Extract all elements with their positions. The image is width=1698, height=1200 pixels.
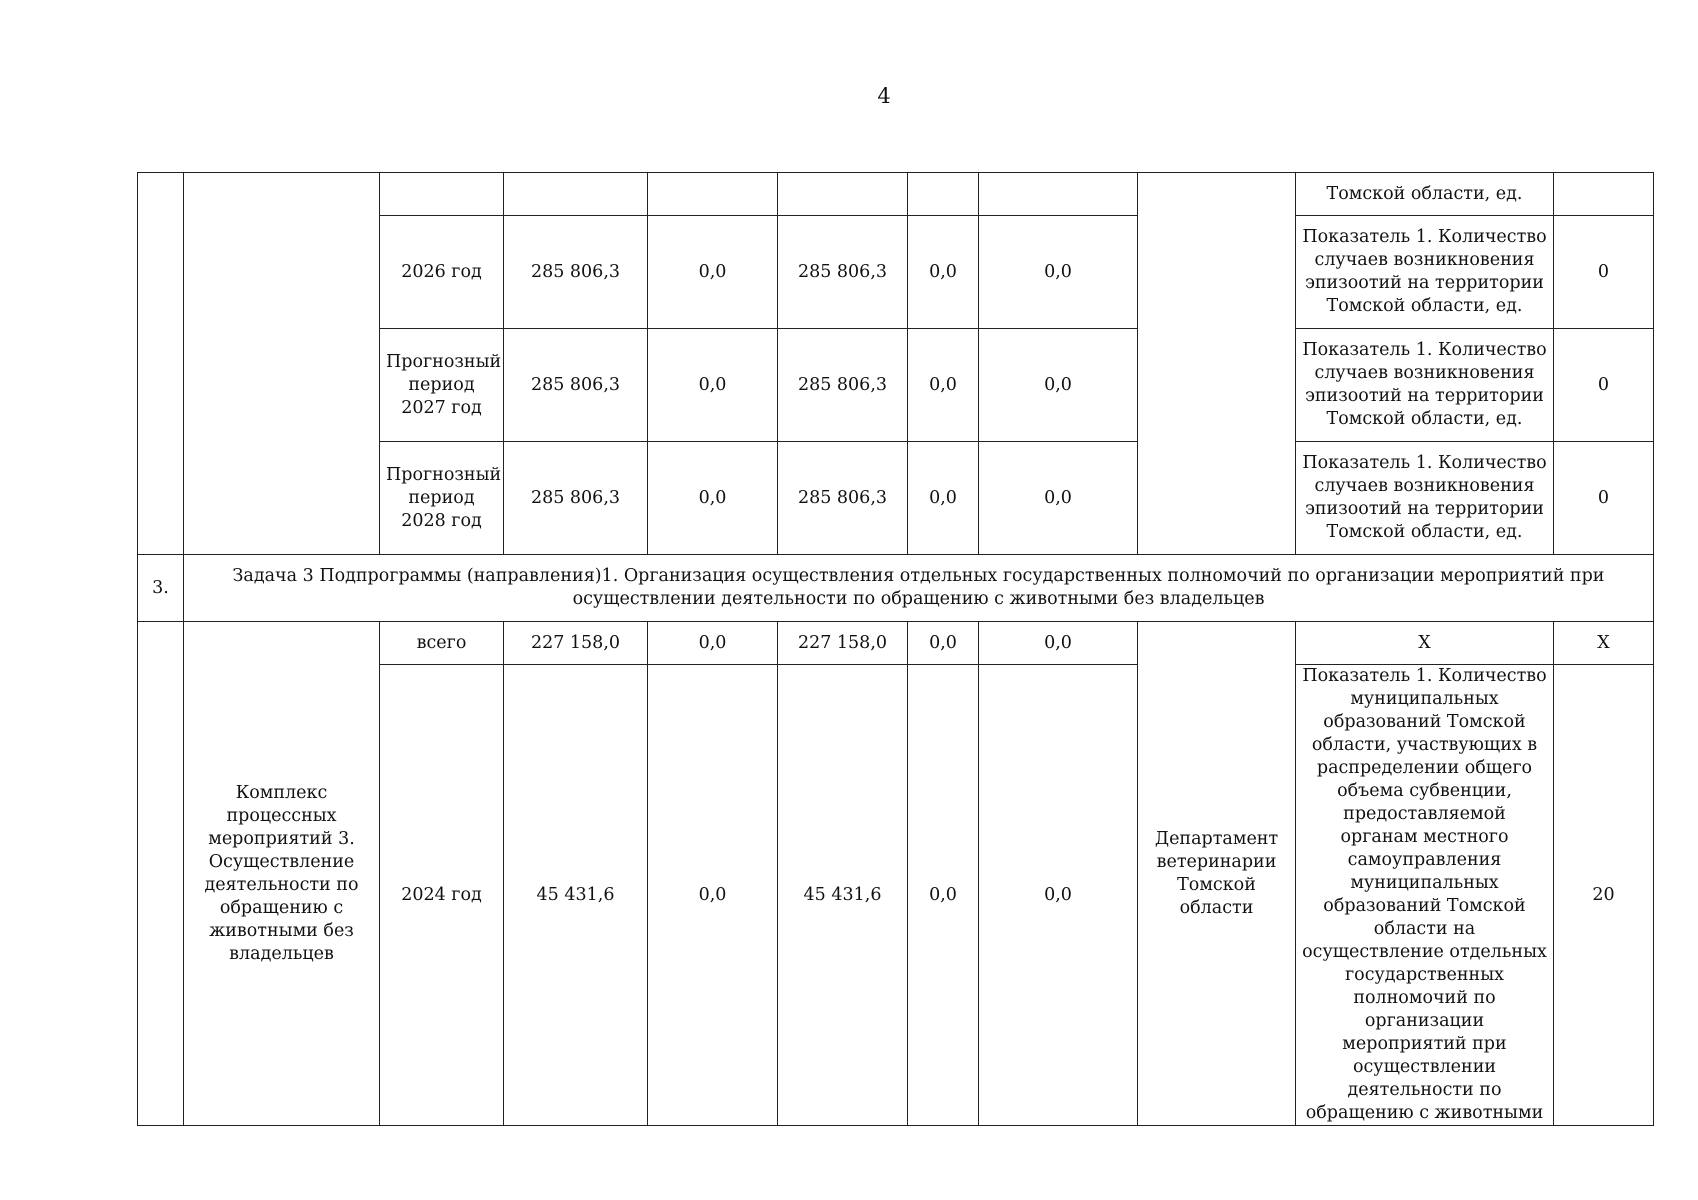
other-cell: 0,0 bbox=[979, 216, 1138, 329]
other-cell-empty bbox=[979, 173, 1138, 216]
executor-cell-empty bbox=[1138, 173, 1296, 555]
other-cell: 0,0 bbox=[979, 665, 1138, 1126]
value-cell: X bbox=[1554, 622, 1654, 665]
other-cell: 0,0 bbox=[979, 442, 1138, 555]
regional-cell-empty bbox=[778, 173, 908, 216]
program-table bbox=[137, 172, 1654, 1126]
local-cell: 0,0 bbox=[908, 216, 979, 329]
indicator-cell: Показатель 1. Количество случаев возникновения эпизоотий на территории Томской области, ед. bbox=[1296, 442, 1554, 555]
total-cell-empty bbox=[504, 173, 648, 216]
total-cell: 227 158,0 bbox=[504, 622, 648, 665]
regional-cell: 227 158,0 bbox=[778, 622, 908, 665]
value-cell: 0 bbox=[1554, 442, 1654, 555]
local-cell: 0,0 bbox=[908, 622, 979, 665]
value-cell: 20 bbox=[1554, 665, 1654, 1126]
total-cell: 45 431,6 bbox=[504, 665, 648, 1126]
other-cell: 0,0 bbox=[979, 329, 1138, 442]
period-cell: всего bbox=[380, 622, 504, 665]
regional-cell: 285 806,3 bbox=[778, 442, 908, 555]
value-cell: 0 bbox=[1554, 329, 1654, 442]
period-cell: 2024 год bbox=[380, 665, 504, 1126]
number-cell-empty bbox=[138, 622, 184, 1126]
executor-cell: Департамент ветеринарии Томской области bbox=[1138, 622, 1296, 1126]
name-cell-empty bbox=[184, 173, 380, 555]
number-cell-empty bbox=[138, 173, 184, 555]
total-cell: 285 806,3 bbox=[504, 442, 648, 555]
total-cell: 285 806,3 bbox=[504, 329, 648, 442]
regional-cell: 45 431,6 bbox=[778, 665, 908, 1126]
local-cell: 0,0 bbox=[908, 442, 979, 555]
federal-cell: 0,0 bbox=[648, 442, 778, 555]
total-cell: 285 806,3 bbox=[504, 216, 648, 329]
regional-cell: 285 806,3 bbox=[778, 329, 908, 442]
period-cell: 2026 год bbox=[380, 216, 504, 329]
period-cell: Прогнозный период 2028 год bbox=[380, 442, 504, 555]
complex-name: Комплекс процессных мероприятий 3. Осуществление деятельности по обращению с животными без владельцев bbox=[184, 622, 380, 1126]
federal-cell: 0,0 bbox=[648, 216, 778, 329]
local-cell: 0,0 bbox=[908, 665, 979, 1126]
value-cell-empty bbox=[1554, 173, 1654, 216]
federal-cell: 0,0 bbox=[648, 329, 778, 442]
table-row bbox=[138, 173, 1654, 216]
task-row bbox=[138, 555, 1654, 622]
indicator-cell: Показатель 1. Количество муниципальных образований Томской области, участвующих в распределении общего объема субвенции, предоставляемой органам местного самоуправления муниципальных образований Томской области на осуществление отдельных государственных полномочий по организации мероприятий при осуществлении деятельности по обращению с животными bbox=[1296, 665, 1554, 1126]
indicator-cell: Томской области, ед. bbox=[1296, 173, 1554, 216]
federal-cell: 0,0 bbox=[648, 622, 778, 665]
indicator-cell: Показатель 1. Количество случаев возникновения эпизоотий на территории Томской области, ед. bbox=[1296, 329, 1554, 442]
value-cell: 0 bbox=[1554, 216, 1654, 329]
regional-cell: 285 806,3 bbox=[778, 216, 908, 329]
table-row bbox=[138, 622, 1654, 665]
indicator-cell: Показатель 1. Количество случаев возникновения эпизоотий на территории Томской области, ед. bbox=[1296, 216, 1554, 329]
indicator-cell: X bbox=[1296, 622, 1554, 665]
federal-cell-empty bbox=[648, 173, 778, 216]
federal-cell: 0,0 bbox=[648, 665, 778, 1126]
task-title: Задача 3 Подпрограммы (направления)1. Организация осуществления отдельных государственных полномочий по организации мероприятий при осуществлении деятельности по обращению с животными без владельцев bbox=[184, 555, 1654, 622]
period-cell: Прогнозный период 2027 год bbox=[380, 329, 504, 442]
other-cell: 0,0 bbox=[979, 622, 1138, 665]
local-cell-empty bbox=[908, 173, 979, 216]
period-cell-empty bbox=[380, 173, 504, 216]
page-number: 4 bbox=[877, 84, 891, 108]
local-cell: 0,0 bbox=[908, 329, 979, 442]
task-number: 3. bbox=[138, 555, 184, 622]
